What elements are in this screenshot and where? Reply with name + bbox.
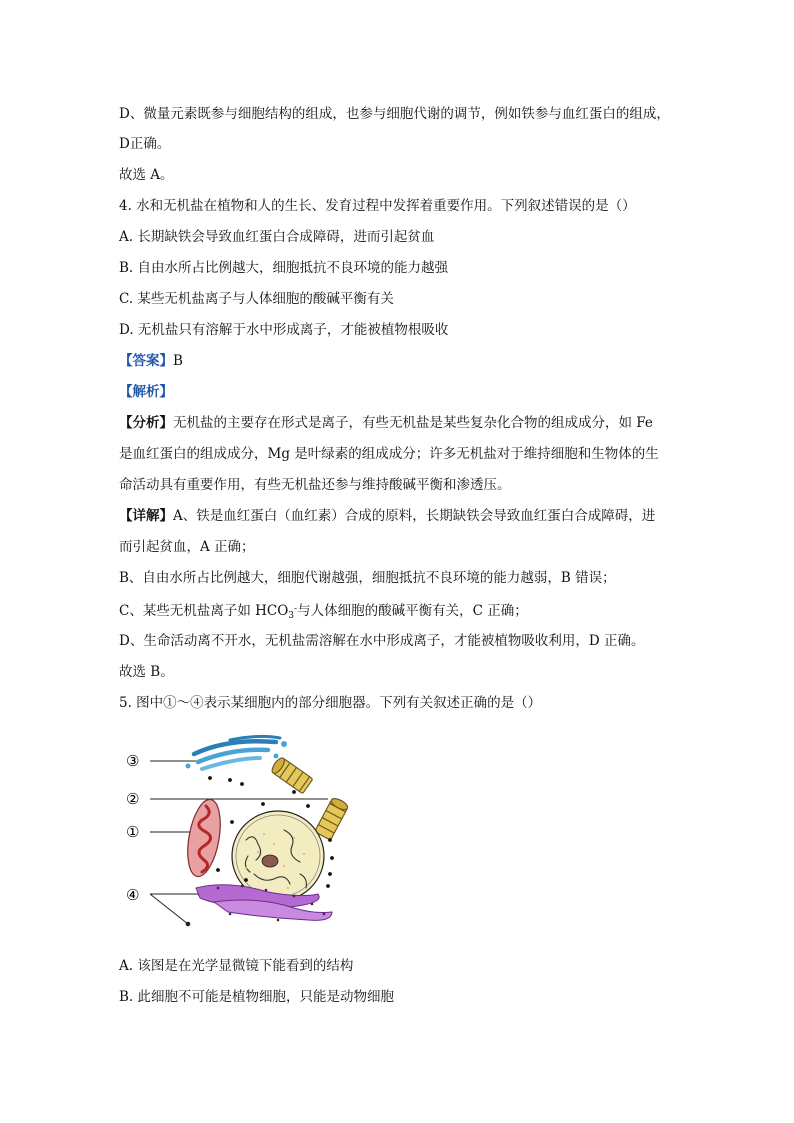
answer-value: B — [173, 353, 183, 369]
text-line: 而引起贫血，A 正确； — [119, 539, 255, 555]
text-line: B、自由水所占比例越大，细胞代谢越强，细胞抵抗不良环境的能力越弱，B 错误； — [119, 570, 616, 586]
label-3: ③ — [126, 752, 140, 770]
text-line: 是血红蛋白的组成成分，Mg 是叶绿素的组成成分；许多无机盐对于维持细胞和生物体的生 — [119, 446, 659, 462]
option-a: A. 该图是在光学显微镜下能看到的结构 — [119, 958, 354, 974]
superscript: - — [294, 604, 298, 614]
option-b: B. 自由水所占比例越大，细胞抵抗不良环境的能力越强 — [119, 260, 449, 276]
text-line: 故选 B。 — [119, 664, 174, 680]
answer-line — [119, 351, 183, 371]
text-line: 命活动具有重要作用，有些无机盐还参与维持酸碱平衡和渗透压。 — [119, 477, 511, 493]
subscript: 3 — [288, 611, 295, 621]
leader-line — [150, 894, 188, 924]
option-b: B. 此细胞不可能是植物细胞，只能是动物细胞 — [119, 989, 395, 1005]
text-line: D、微量元素既参与细胞结构的组成，也参与细胞代谢的调节，例如铁参与血红蛋白的组成， — [119, 106, 670, 122]
label-4: ④ — [126, 886, 140, 904]
analysis-heading — [119, 382, 173, 402]
golgi-apparatus — [186, 736, 288, 769]
text-line — [119, 599, 528, 626]
text-line: D正确。 — [119, 136, 171, 152]
fenxi-text: 无机盐的主要存在形式是离子，有些无机盐是某些复杂化合物的组成成分，如 Fe — [173, 415, 653, 431]
text-line: 故选 A。 — [119, 167, 174, 183]
analysis-tag: 【解析】 — [119, 384, 173, 400]
fenxi-line — [119, 413, 653, 433]
option-c: C. 某些无机盐离子与人体细胞的酸碱平衡有关 — [119, 291, 394, 307]
cell-organelle-figure — [118, 728, 368, 933]
text-fragment: 与人体细胞的酸碱平衡有关，C 正确； — [297, 603, 528, 619]
xiangjie-tag: 【详解】 — [119, 508, 173, 524]
label-2: ② — [126, 790, 140, 808]
fenxi-tag: 【分析】 — [119, 415, 173, 431]
mitochondrion — [182, 797, 225, 879]
label-1: ① — [126, 823, 140, 841]
xiangjie-line — [119, 506, 655, 526]
answer-tag: 【答案】 — [119, 353, 173, 369]
text-fragment: C、某些无机盐离子如 HCO — [119, 603, 289, 619]
question-4: 4. 水和无机盐在植物和人的生长、发育过程中发挥着重要作用。下列叙述错误的是（） — [119, 198, 636, 214]
option-a: A. 长期缺铁会导致血红蛋白合成障碍，进而引起贫血 — [119, 229, 435, 245]
text-line: D、生命活动离不开水，无机盐需溶解在水中形成离子，才能被植物吸收利用，D 正确。 — [119, 633, 645, 649]
question-5: 5. 图中①～④表示某细胞内的部分细胞器。下列有关叙述正确的是（） — [119, 695, 542, 711]
xiangjie-text: A、铁是血红蛋白（血红素）合成的原料，长期缺铁会导致血红蛋白合成障碍，进 — [173, 508, 656, 524]
option-d: D. 无机盐只有溶解于水中形成离子，才能被植物根吸收 — [119, 322, 449, 338]
